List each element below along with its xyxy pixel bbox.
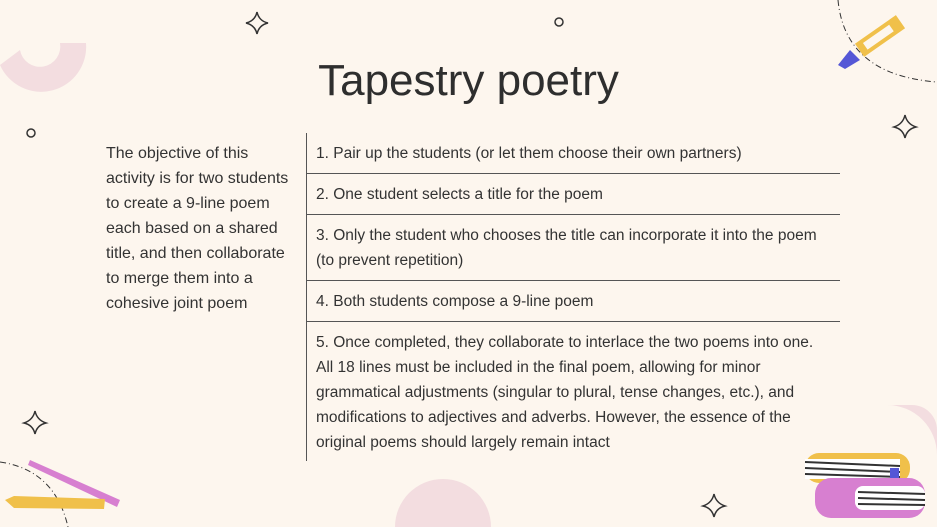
small-circle-icon [27,129,35,137]
step-item: 5. Once completed, they collaborate to interlace the two poems into one. All 18 lines must be included in the final poem, allowing for minor grammatical adjustments (singular to plural, tense changes, etc.), and modifications to adjectives and adverbs. However, the essence of the original poems should largely remain intact [316,334,814,451]
books-icon [805,453,925,518]
objective-text: The objective of this activity is for two students to create a 9-line poem each based on a shared title, and then collaborate to merge them into a cohesive joint poem [106,145,289,312]
step-item: 2. One student selects a title for the poem [307,174,840,215]
slide-title: Tapestry poetry [318,56,619,105]
steps-list [307,133,840,462]
dashed-arc [0,462,68,527]
pink-arc-right [887,405,937,455]
sparkle-icon [703,494,725,517]
sparkle-icon [246,12,268,34]
sparkle-icon [894,115,916,138]
pencil-icons [5,460,120,509]
step-item: 4. Both students compose a 9-line poem [307,281,840,322]
small-circle-icon [555,18,563,26]
pink-half-circle-bottom [395,479,491,527]
step-item: 3. Only the student who chooses the title can incorporate it into the poem (to prevent repetition) [307,215,840,281]
step-item: 1. Pair up the students (or let them choose their own partners) [307,133,840,174]
sparkle-icon [24,411,46,434]
